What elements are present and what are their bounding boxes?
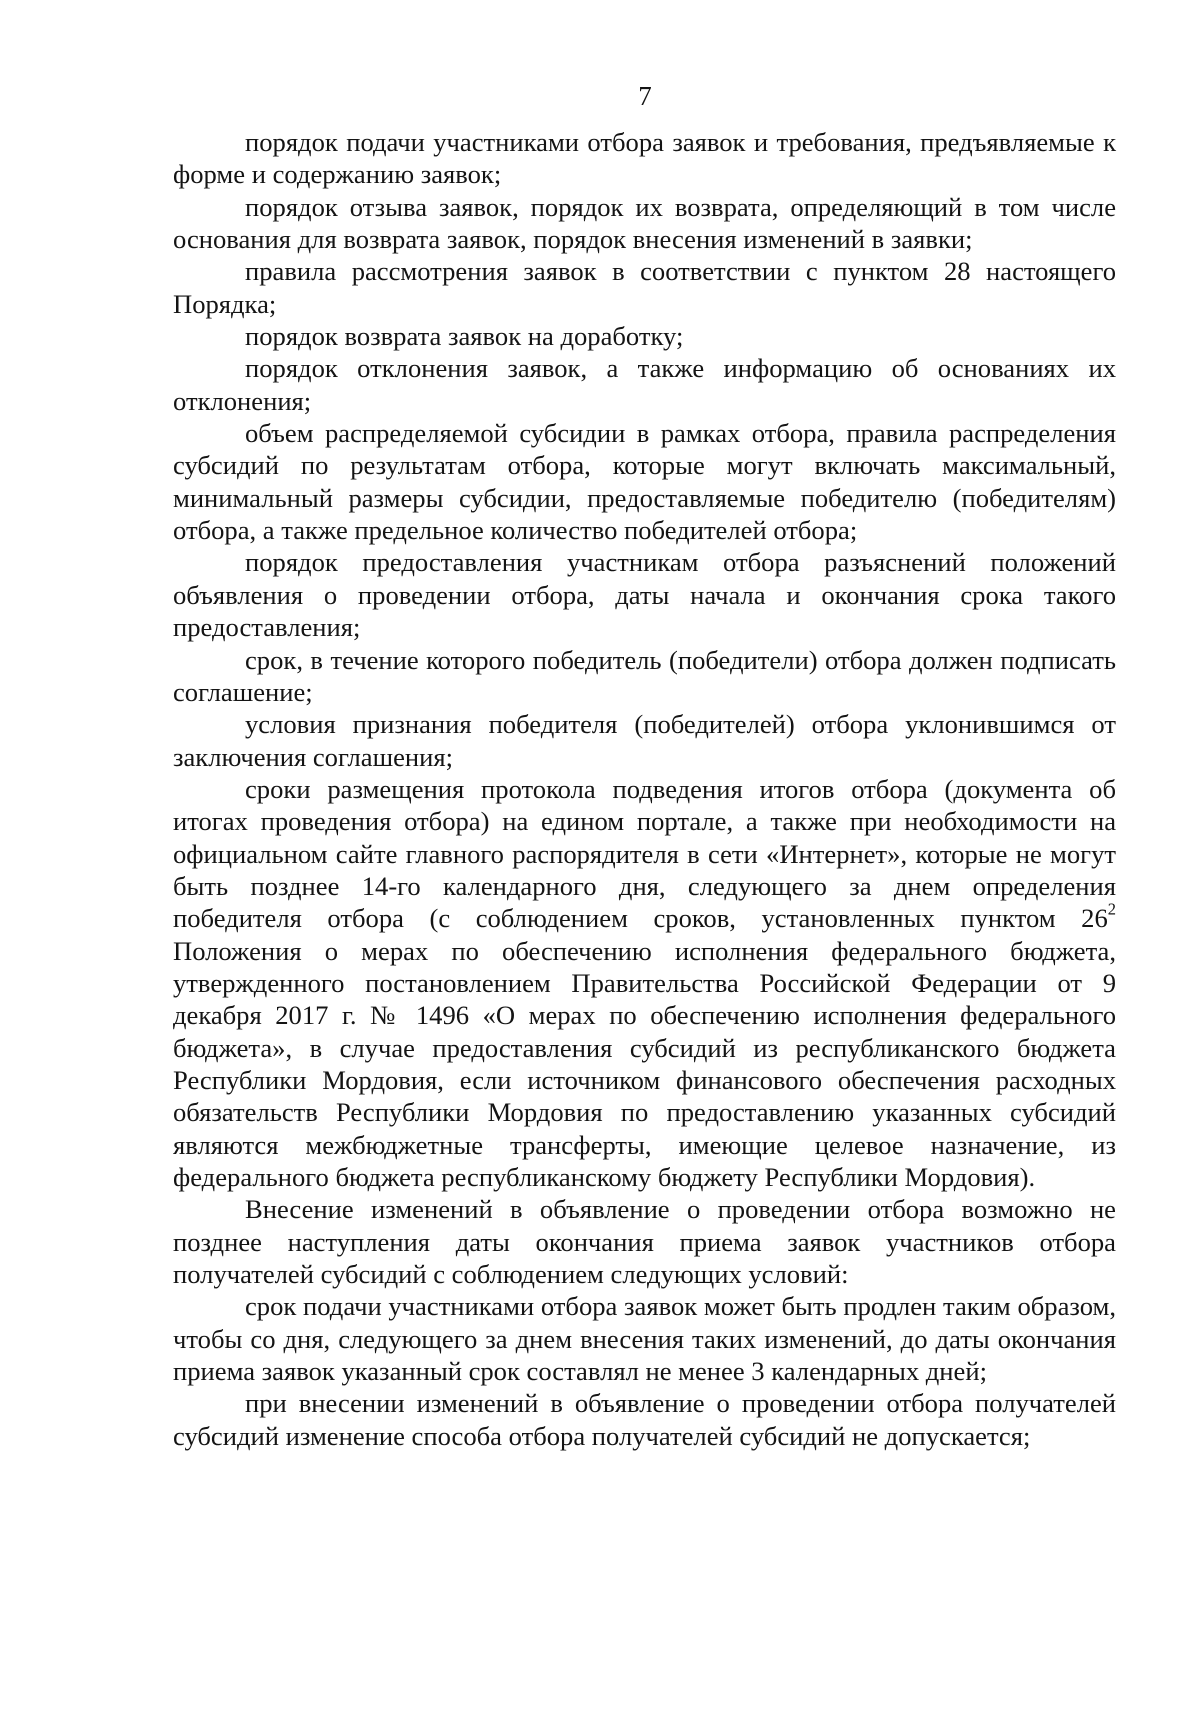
- paragraph-protocol-publication: [173, 773, 1116, 1193]
- paragraph-review-rules: правила рассмотрения заявок в соответствии с пунктом 28 настоящего Порядка;: [173, 256, 1116, 319]
- paragraph-application-submission: порядок подачи участниками отбора заявок и требования, предъявляемые к форме и содержанию заявок;: [173, 127, 1116, 190]
- paragraph-subsidy-volume: объем распределяемой субсидии в рамках отбора, правила распределения субсидий по результатам отбора, которые могут включать максимальный, минимальный размеры субсидии, предоставляемые победителю (победителям) отбора, а также предельное количество победителей отбора;: [173, 418, 1116, 546]
- superscript-index: 2: [1107, 899, 1116, 919]
- paragraph-method-change-prohibited: при внесении изменений в объявление о проведении отбора получателей субсидий изменение способа отбора получателей субсидий не допускается;: [173, 1388, 1116, 1451]
- paragraph-announcement-changes: Внесение изменений в объявление о проведении отбора возможно не позднее наступления даты окончания приема заявок участников отбора получателей субсидий с соблюдением следующих условий:: [173, 1194, 1116, 1290]
- page-number: 7: [638, 81, 652, 111]
- paragraph-clarifications: порядок предоставления участникам отбора разъяснений положений объявления о проведении отбора, даты начала и окончания срока такого предоставления;: [173, 547, 1116, 643]
- paragraph-protocol-text-after: Положения о мерах по обеспечению исполнения федерального бюджета, утвержденного постановлением Правительства Российской Федерации от 9 декабря 2017 г. № 1496 «О мерах по обеспечению исполнения федерального бюджета», в случае предоставления субсидий из республиканского бюджета Республики Мордовия, если источником финансового обеспечения расходных обязательств Республики Мордовия по предоставлению указанных субсидий являются межбюджетные трансферты, имеющие целевое назначение, из федерального бюджета республиканскому бюджету Республики Мордовия).: [173, 935, 1116, 1192]
- paragraph-evasion-conditions: условия признания победителя (победителей) отбора уклонившимся от заключения соглашения;: [173, 709, 1116, 772]
- paragraph-rejection-procedure: порядок отклонения заявок, а также информацию об основаниях их отклонения;: [173, 353, 1116, 416]
- paragraph-deadline-extension: срок подачи участниками отбора заявок может быть продлен таким образом, чтобы со дня, следующего за днем внесения таких изменений, до даты окончания приема заявок указанный срок составлял не менее 3 календарных дней;: [173, 1291, 1116, 1387]
- paragraph-agreement-signing: срок, в течение которого победитель (победители) отбора должен подписать соглашение;: [173, 644, 1116, 707]
- paragraph-return-for-revision: порядок возврата заявок на доработку;: [245, 321, 684, 352]
- paragraph-protocol-text-before: сроки размещения протокола подведения итогов отбора (документа об итогах проведения отбора) на едином портале, а также при необходимости на официальном сайте главного распорядителя в сети «Интернет», которые не могут быть позднее 14-го календарного дня, следующего за днем определения победителя отбора (с соблюдением сроков, установленных пунктом 26: [173, 773, 1116, 934]
- document-body: [173, 126, 1116, 1452]
- paragraph-application-withdrawal: порядок отзыва заявок, порядок их возврата, определяющий в том числе основания для возврата заявок, порядок внесения изменений в заявки;: [173, 191, 1116, 255]
